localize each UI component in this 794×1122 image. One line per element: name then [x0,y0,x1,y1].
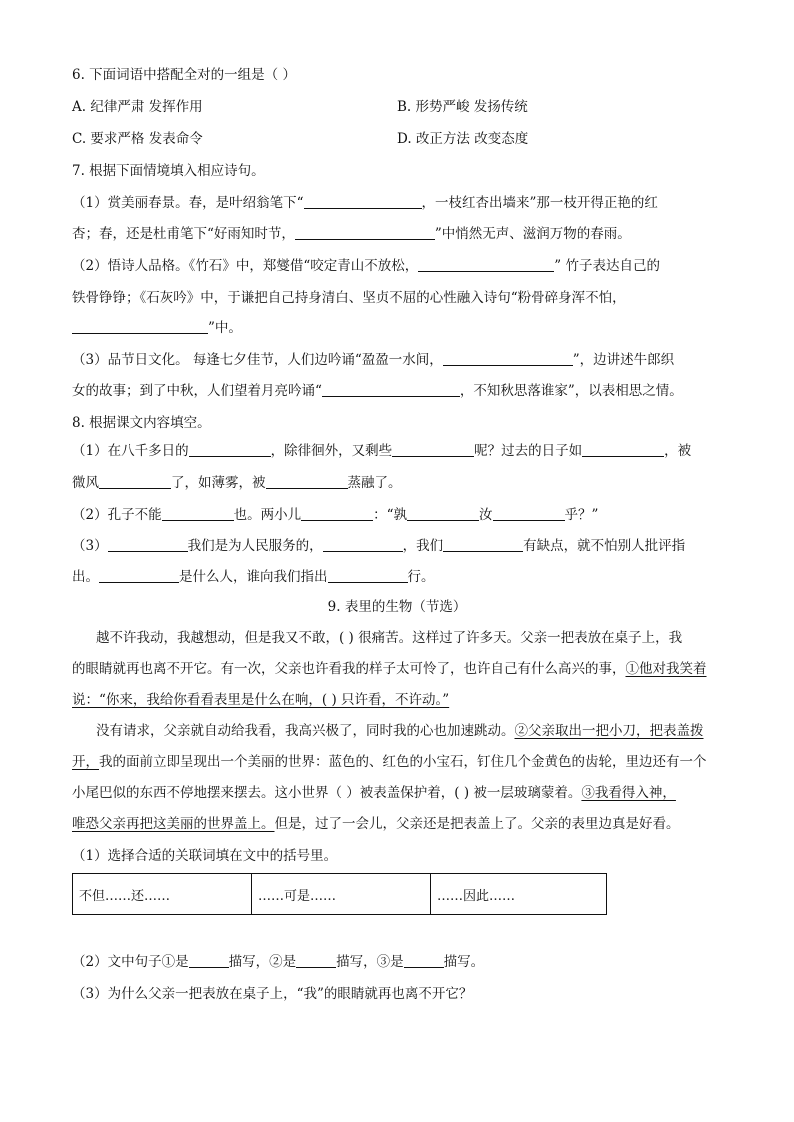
q7-stem: 7. 根据下面情境填入相应诗句。 [72,163,265,179]
q8-part3-line2: 出。 是什么人，谁向我们指出 行。 [72,569,435,585]
q8-part1-line2: 微风 了，如薄雾，被 蒸融了。 [72,475,402,491]
blank[interactable] [407,506,479,521]
blank[interactable] [418,257,554,272]
q7-part2-line3: ”中。 [72,318,242,338]
blank[interactable] [443,351,573,366]
q6-option-d: D. 改正方法 改变态度 [397,131,529,147]
passage-para2-line2: 开，我的面前立即呈现出一个美丽的世界：蓝色的、红色的小宝石，钉住几个金黄色的齿轮，里边还有一个 [72,754,707,770]
blank[interactable] [404,953,444,968]
sentence-3: ③我看得入神， [581,785,676,801]
blank[interactable] [266,474,348,489]
blank[interactable] [189,442,271,457]
passage-para2-line3: 小尾巴似的东西不停地摆来摆去。这小世界（ ）被表盖保护着，( ) 被一层玻璃蒙着。③我看得入神， [72,785,676,801]
blank[interactable] [99,474,171,489]
q6-option-c: C. 要求严格 发表命令 [72,131,203,147]
blank[interactable] [392,442,474,457]
q7-part1-line2: 杏；春，还是杜甫笔下“好雨知时节， ”中悄然无声、滋润万物的春雨。 [72,226,631,242]
sentence-1-cont: 说：“你来，我给你看看表里是什么在响，( ) 只许看，不许动。” [72,692,450,708]
blank[interactable] [72,319,208,334]
sentence-1: ①他对我笑着 [625,661,707,677]
blank[interactable] [301,506,373,521]
q7-part2-line1: （2）悟诗人品格。《竹石》中，郑燮借“咬定青山不放松， ” 竹子表达自己的 [72,258,660,274]
q8-part1-line1: （1）在八千多日的 ，除徘徊外，又剩些 呢？过去的日子如 ，被 [72,443,692,459]
table-cell: 不但……还…… [73,874,252,915]
table-cell: ……可是…… [252,874,431,915]
sentence-2-cont: 开， [72,754,99,770]
q9-sub3: （3）为什么父亲一把表放在桌子上，“我”的眼睛就再也离不开它？ [72,986,473,1002]
passage-para2-line1: 没有请求，父亲就自动给我看，我高兴极了，同时我的心也加速跳动。②父亲取出一把小刀，把表盖拨 [96,723,704,739]
passage-para1-line1: 越不许我动，我越想动，但是我又不敢，( ) 很痛苦。这样过了许多天。父亲一把表放在桌子上，我 [96,630,683,646]
q6-stem: 6. 下面词语中搭配全对的一组是（ ） [72,67,296,83]
sentence-2: ②父亲取出一把小刀，把表盖拨 [514,723,704,739]
blank[interactable] [323,537,403,552]
blank[interactable] [582,442,664,457]
blank[interactable] [328,568,408,583]
blank[interactable] [322,382,460,397]
blank[interactable] [99,568,179,583]
q7-part2-line2: 铁骨铮铮；《石灰吟》中，于谦把自己持身清白、坚贞不屈的心性融入诗句“粉骨碎身浑不怕， [72,290,626,306]
blank[interactable] [304,194,422,209]
blank[interactable] [108,537,188,552]
connective-word-table [72,873,607,915]
table-cell: ……因此…… [431,874,607,915]
passage-para2-line4: 唯恐父亲再把这美丽的世界盖上。但是，过了一会儿，父亲还是把表盖上了。父亲的表里边真是好看。 [72,816,680,832]
passage-para1-line3 [72,690,449,710]
blank[interactable] [443,537,523,552]
q9-sub2: （2）文中句子①是 描写，②是 描写，③是 描写。 [72,954,485,970]
q8-part3-line1: （3） 我们是为人民服务的， ，我们 有缺点，就不怕别人批评指 [72,538,686,554]
blank[interactable] [295,225,435,240]
q7-part3-line1: （3）品节日文化。 每逢七夕佳节，人们边吟诵“盈盈一水间， ”，边讲述牛郎织 [72,352,675,368]
q7-part3-line2: 女的故事；到了中秋，人们望着月亮吟诵“ ，不知秋思落谁家”，以表相思之情。 [72,383,683,399]
q6-option-a: A. 纪律严肃 发挥作用 [72,99,203,115]
blank[interactable] [189,953,229,968]
q8-stem: 8. 根据课文内容填空。 [72,415,211,431]
q7-part1-line1: （1）赏美丽春景。春，是叶绍翁笔下“ ，一枝红杏出墙来”那一枝开得正艳的红 [72,195,658,211]
q6-option-b: B. 形势严峻 发扬传统 [397,99,528,115]
blank[interactable] [162,506,234,521]
q8-part2: （2）孔子不能 也。两小儿 ：“孰 汝 乎？” [72,507,599,523]
passage-para1-line2: 的眼睛就再也离不开它。有一次，父亲也许看我的样子太可怜了，也许自己有什么高兴的事，①他对我笑着 [72,661,707,677]
sentence-3-cont: 唯恐父亲再把这美丽的世界盖上。 [72,816,275,832]
q9-sub1: （1）选择合适的关联词填在文中的括号里。 [72,848,338,864]
blank[interactable] [296,953,336,968]
blank[interactable] [493,506,565,521]
passage-title: 9. 表里的生物（节选） [327,599,467,615]
